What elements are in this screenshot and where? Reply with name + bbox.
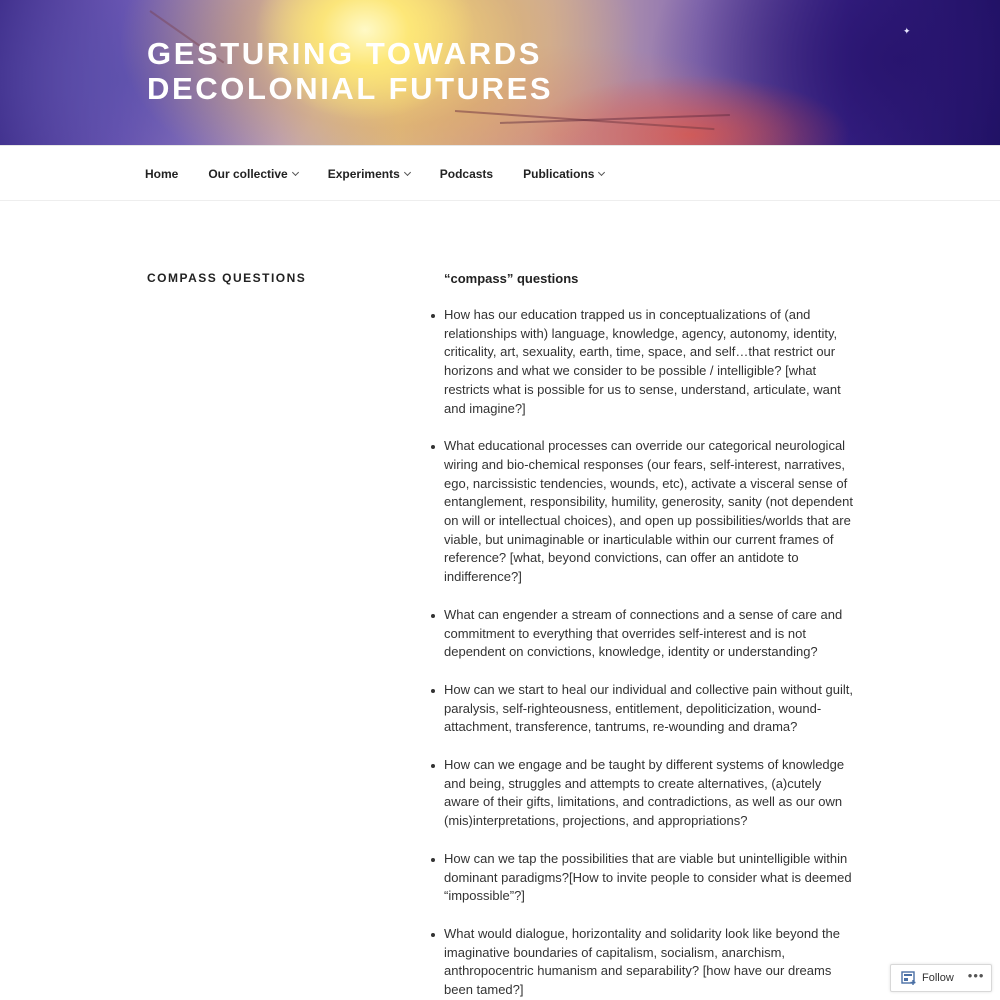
list-item: How can we tap the possibilities that are viable but unintelligible within dominant paradigms?[How to invite people to consider what is deemed “impossible”?]: [444, 850, 856, 906]
star-icon: ✦: [903, 26, 911, 36]
page-title: COMPASS QUESTIONS: [147, 271, 307, 285]
site-title[interactable]: GESTURING TOWARDS DECOLONIAL FUTURES: [147, 36, 554, 106]
nav-item-label: Our collective: [208, 167, 288, 181]
nav-item-label: Podcasts: [439, 167, 494, 181]
chevron-down-icon: [292, 168, 299, 175]
entry-content: [444, 270, 856, 1000]
nav-item-publications[interactable]: [523, 167, 604, 181]
nav-item-home[interactable]: [145, 167, 178, 181]
follow-button[interactable]: [891, 965, 954, 991]
main-navigation: [0, 145, 1000, 201]
list-item: What can engender a stream of connections and a sense of care and commitment to everything that overrides self-interest and is not dependent on convictions, knowledge, identity or understanding?: [444, 606, 856, 662]
list-item: How can we start to heal our individual and collective pain without guilt, paralysis, self-righteousness, entitlement, depoliticization, wound-attachment, transference, tantrums, re-wounding and drama?: [444, 681, 856, 737]
nav-item-our-collective[interactable]: [208, 167, 297, 181]
site-header: [0, 0, 1000, 145]
more-options-button[interactable]: •••: [967, 968, 985, 983]
nav-item-label: Publications: [523, 167, 595, 181]
nav-item-label: Home: [145, 167, 179, 181]
questions-list: [444, 306, 856, 1000]
nav-item-podcasts[interactable]: [440, 167, 493, 181]
nav-menu: [145, 146, 634, 202]
follow-widget: [890, 964, 992, 992]
follow-label: Follow: [922, 972, 954, 984]
follow-reader-icon: [901, 971, 917, 985]
list-item: How has our education trapped us in conceptualizations of (and relationships with) language, knowledge, agency, autonomy, identity, criticality, art, sexuality, earth, time, space, and self…that restrict our horizons and what we consider to be possible / intelligible? [what restricts what is possible for us to sense, understand, articulate, want and imagine?]: [444, 306, 856, 418]
nav-item-experiments[interactable]: [328, 167, 410, 181]
list-item: How can we engage and be taught by different systems of knowledge and being, struggles and attempts to create alternatives, (a)cutely aware of their gifts, limitations, and contradictions, as well as our own (mis)interpretations, projections, and appropriations?: [444, 756, 856, 831]
list-item: What would dialogue, horizontality and solidarity look like beyond the imaginative boundaries of capitalism, socialism, anarchism, anthropocentric humanism and separability? [how have our dreams been tamed?]: [444, 925, 856, 1000]
list-item: What educational processes can override our categorical neurological wiring and bio-chemical responses (our fears, self-interest, narratives, ego, narcissistic tendencies, wounds, etc), activate a visceral sense of entanglement, responsibility, humility, generosity, sanity (not dependent on will or intellectual choices), and open up possibilities/worlds that are viable, but unimaginable or inarticulable within our current frames of reference? [what, beyond convictions, can offer an antidote to indifference?]: [444, 437, 856, 587]
chevron-down-icon: [404, 168, 411, 175]
nav-item-label: Experiments: [327, 167, 400, 181]
content-heading: “compass” questions: [444, 271, 579, 286]
chevron-down-icon: [598, 168, 605, 175]
